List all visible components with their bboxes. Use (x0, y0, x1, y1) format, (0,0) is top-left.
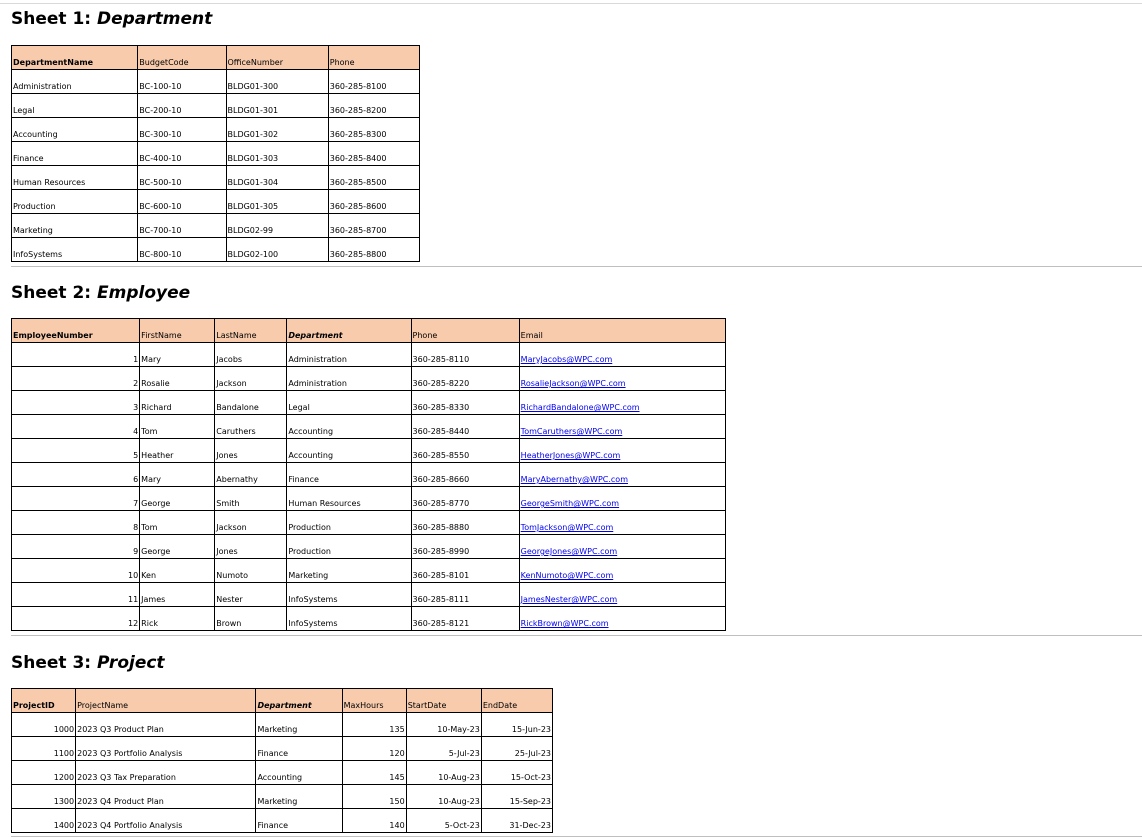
sheet-name: Employee (97, 283, 191, 303)
sheet-prefix: Sheet 3: (11, 653, 97, 673)
table-cell[interactable] (519, 391, 725, 415)
col-header[interactable]: LastName (215, 319, 287, 343)
table-cell[interactable]: Caruthers (215, 415, 287, 439)
email-link[interactable]: TomJackson@WPC.com (520, 523, 614, 532)
table-cell[interactable]: Marketing (256, 785, 342, 809)
table-row (12, 487, 726, 511)
sheet-title-project (11, 653, 165, 673)
table-row (12, 238, 420, 262)
table-row (12, 809, 553, 833)
sheet-prefix: Sheet 1: (11, 9, 97, 29)
sheet-name: Project (97, 653, 165, 673)
table-cell[interactable]: George (140, 535, 215, 559)
table-cell[interactable]: Marketing (287, 559, 411, 583)
col-header[interactable]: Email (519, 319, 725, 343)
table-cell[interactable]: Jones (215, 535, 287, 559)
table-cell[interactable]: 11 (12, 583, 140, 607)
table-cell[interactable]: Smith (215, 487, 287, 511)
table-cell[interactable]: BC-700-10 (138, 214, 226, 238)
table-cell[interactable]: 360-285-8550 (411, 439, 519, 463)
table-cell[interactable] (519, 583, 725, 607)
table-row (12, 583, 726, 607)
table-row (12, 737, 553, 761)
email-link[interactable]: RickBrown@WPC.com (520, 619, 609, 628)
table-cell[interactable]: Administration (287, 343, 411, 367)
table-cell[interactable]: 10-May-23 (406, 713, 481, 737)
table-cell[interactable]: Accounting (287, 439, 411, 463)
top-border (0, 3, 1142, 4)
email-link[interactable]: RosalieJackson@WPC.com (520, 379, 626, 388)
table-cell[interactable]: 360-285-8200 (328, 94, 419, 118)
table-cell[interactable]: 2023 Q4 Portfolio Analysis (76, 809, 256, 833)
table-cell[interactable]: 360-285-8110 (411, 343, 519, 367)
table-cell[interactable]: Finance (12, 142, 138, 166)
table-cell[interactable]: Human Resources (12, 166, 138, 190)
table-cell[interactable]: Administration (287, 367, 411, 391)
table-cell[interactable]: 1400 (12, 809, 76, 833)
col-header[interactable]: Phone (328, 46, 419, 70)
table-cell[interactable]: Administration (12, 70, 138, 94)
table-cell[interactable]: 10 (12, 559, 140, 583)
header-row (12, 46, 420, 70)
table-cell[interactable]: BC-200-10 (138, 94, 226, 118)
table-cell[interactable]: Tom (140, 415, 215, 439)
table-cell[interactable]: BC-600-10 (138, 190, 226, 214)
table-cell[interactable]: InfoSystems (287, 583, 411, 607)
table-cell[interactable]: Accounting (256, 761, 342, 785)
table-cell[interactable]: 1200 (12, 761, 76, 785)
table-cell[interactable]: BLDG01-303 (226, 142, 328, 166)
table-row (12, 166, 420, 190)
col-header[interactable]: Department (287, 319, 411, 343)
table-cell[interactable]: 6 (12, 463, 140, 487)
table-cell[interactable]: 5-Oct-23 (406, 809, 481, 833)
employee-table (11, 318, 726, 631)
table-cell[interactable]: Mary (140, 343, 215, 367)
table-row (12, 70, 420, 94)
table-cell[interactable]: 1 (12, 343, 140, 367)
table-cell[interactable]: BC-400-10 (138, 142, 226, 166)
table-row (12, 535, 726, 559)
table-cell[interactable]: BLDG01-300 (226, 70, 328, 94)
sheet-title-department (11, 9, 212, 29)
table-cell[interactable]: 360-285-8300 (328, 118, 419, 142)
col-header[interactable]: ProjectName (76, 689, 256, 713)
table-cell[interactable]: 360-285-8800 (328, 238, 419, 262)
table-cell[interactable] (519, 487, 725, 511)
email-link[interactable]: KenNumoto@WPC.com (520, 571, 614, 580)
table-cell[interactable]: 120 (342, 737, 406, 761)
table-cell[interactable]: 2023 Q3 Portfolio Analysis (76, 737, 256, 761)
table-cell[interactable]: BC-800-10 (138, 238, 226, 262)
header-row (12, 319, 726, 343)
table-cell[interactable]: 10-Aug-23 (406, 761, 481, 785)
table-cell[interactable]: Ken (140, 559, 215, 583)
table-cell[interactable]: Rick (140, 607, 215, 631)
table-cell[interactable]: BLDG02-99 (226, 214, 328, 238)
col-header[interactable]: ProjectID (12, 689, 76, 713)
table-cell[interactable]: Legal (12, 94, 138, 118)
table-cell[interactable]: Finance (287, 463, 411, 487)
col-header[interactable]: EndDate (481, 689, 552, 713)
table-cell[interactable]: Bandalone (215, 391, 287, 415)
col-header[interactable]: Phone (411, 319, 519, 343)
table-cell[interactable] (519, 415, 725, 439)
table-cell[interactable]: 15-Sep-23 (481, 785, 552, 809)
table-cell[interactable]: 7 (12, 487, 140, 511)
table-row (12, 607, 726, 631)
table-cell[interactable]: 360-285-8500 (328, 166, 419, 190)
table-cell[interactable]: BC-500-10 (138, 166, 226, 190)
table-cell[interactable]: 360-285-8400 (328, 142, 419, 166)
table-cell[interactable]: 31-Dec-23 (481, 809, 552, 833)
table-row (12, 559, 726, 583)
email-link[interactable]: GeorgeSmith@WPC.com (520, 499, 620, 508)
table-cell[interactable]: Marketing (256, 713, 342, 737)
sheet-divider (11, 635, 1142, 636)
table-cell[interactable]: 5-Jul-23 (406, 737, 481, 761)
table-cell[interactable]: 10-Aug-23 (406, 785, 481, 809)
table-row (12, 391, 726, 415)
table-row (12, 118, 420, 142)
email-link[interactable]: GeorgeJones@WPC.com (520, 547, 618, 556)
table-cell[interactable]: Heather (140, 439, 215, 463)
table-cell[interactable]: InfoSystems (287, 607, 411, 631)
table-cell[interactable]: 15-Oct-23 (481, 761, 552, 785)
col-header[interactable]: MaxHours (342, 689, 406, 713)
table-cell[interactable]: 2023 Q4 Product Plan (76, 785, 256, 809)
sheet-name: Department (97, 9, 213, 29)
sheet-divider (11, 836, 1142, 837)
table-cell[interactable]: 140 (342, 809, 406, 833)
table-cell[interactable]: James (140, 583, 215, 607)
table-row (12, 713, 553, 737)
table-cell[interactable]: 2 (12, 367, 140, 391)
table-cell[interactable]: 360-285-8100 (328, 70, 419, 94)
table-cell[interactable]: 360-285-8111 (411, 583, 519, 607)
col-header[interactable]: DepartmentName (12, 46, 138, 70)
table-row (12, 761, 553, 785)
email-link[interactable]: MaryJacobs@WPC.com (520, 355, 613, 364)
table-cell[interactable]: 360-285-8330 (411, 391, 519, 415)
table-cell[interactable]: Production (287, 535, 411, 559)
table-row (12, 190, 420, 214)
table-cell[interactable]: Jacobs (215, 343, 287, 367)
table-cell[interactable]: 150 (342, 785, 406, 809)
table-cell[interactable]: 25-Jul-23 (481, 737, 552, 761)
email-link[interactable]: JamesNester@WPC.com (520, 595, 618, 604)
table-row (12, 511, 726, 535)
table-cell[interactable]: 360-285-8700 (328, 214, 419, 238)
table-cell[interactable]: 360-285-8990 (411, 535, 519, 559)
table-cell[interactable]: Production (12, 190, 138, 214)
table-cell[interactable]: Jackson (215, 367, 287, 391)
table-cell[interactable]: 9 (12, 535, 140, 559)
table-row (12, 214, 420, 238)
email-link[interactable]: RichardBandalone@WPC.com (520, 403, 640, 412)
sheet-title-employee (11, 283, 190, 303)
table-cell[interactable]: 360-285-8600 (328, 190, 419, 214)
table-cell[interactable] (519, 463, 725, 487)
table-cell[interactable]: 2023 Q3 Tax Preparation (76, 761, 256, 785)
table-cell[interactable]: 2023 Q3 Product Plan (76, 713, 256, 737)
table-cell[interactable]: BLDG02-100 (226, 238, 328, 262)
table-cell[interactable]: Jackson (215, 511, 287, 535)
sheet-prefix: Sheet 2: (11, 283, 97, 303)
table-cell[interactable]: 5 (12, 439, 140, 463)
table-cell[interactable]: 1100 (12, 737, 76, 761)
table-row (12, 367, 726, 391)
table-cell[interactable]: 145 (342, 761, 406, 785)
table-cell[interactable] (519, 559, 725, 583)
table-row (12, 142, 420, 166)
col-header[interactable]: Department (256, 689, 342, 713)
table-row (12, 439, 726, 463)
email-link[interactable]: TomCaruthers@WPC.com (520, 427, 623, 436)
table-cell[interactable]: 15-Jun-23 (481, 713, 552, 737)
email-link[interactable]: MaryAbernathy@WPC.com (520, 475, 628, 484)
table-cell[interactable] (519, 511, 725, 535)
table-cell[interactable]: 360-285-8660 (411, 463, 519, 487)
table-cell[interactable]: BLDG01-304 (226, 166, 328, 190)
table-cell[interactable]: Rosalie (140, 367, 215, 391)
table-cell[interactable]: 135 (342, 713, 406, 737)
table-row (12, 343, 726, 367)
table-cell[interactable]: 360-285-8101 (411, 559, 519, 583)
table-cell[interactable]: 360-285-8770 (411, 487, 519, 511)
col-header[interactable]: StartDate (406, 689, 481, 713)
table-cell[interactable] (519, 343, 725, 367)
table-cell[interactable]: InfoSystems (12, 238, 138, 262)
project-table (11, 688, 553, 833)
table-cell[interactable]: Mary (140, 463, 215, 487)
table-cell[interactable]: Brown (215, 607, 287, 631)
department-table (11, 45, 420, 262)
table-cell[interactable]: BC-100-10 (138, 70, 226, 94)
col-header[interactable]: EmployeeNumber (12, 319, 140, 343)
table-cell[interactable]: George (140, 487, 215, 511)
table-cell[interactable]: Finance (256, 737, 342, 761)
table-cell[interactable]: Richard (140, 391, 215, 415)
table-cell[interactable]: Numoto (215, 559, 287, 583)
col-header[interactable]: BudgetCode (138, 46, 226, 70)
table-cell[interactable]: Accounting (12, 118, 138, 142)
table-cell[interactable] (519, 535, 725, 559)
table-cell[interactable]: Tom (140, 511, 215, 535)
table-row (12, 94, 420, 118)
email-link[interactable]: HeatherJones@WPC.com (520, 451, 621, 460)
table-cell[interactable] (519, 607, 725, 631)
table-cell[interactable] (519, 367, 725, 391)
table-cell[interactable]: 4 (12, 415, 140, 439)
table-cell[interactable]: BLDG01-305 (226, 190, 328, 214)
table-cell[interactable]: Legal (287, 391, 411, 415)
table-cell[interactable]: 360-285-8440 (411, 415, 519, 439)
col-header[interactable]: FirstName (140, 319, 215, 343)
table-cell[interactable]: BC-300-10 (138, 118, 226, 142)
col-header[interactable]: OfficeNumber (226, 46, 328, 70)
table-cell[interactable]: Marketing (12, 214, 138, 238)
sheet-divider (11, 266, 1142, 267)
table-cell[interactable]: 12 (12, 607, 140, 631)
table-cell[interactable]: Abernathy (215, 463, 287, 487)
table-cell[interactable]: BLDG01-301 (226, 94, 328, 118)
table-cell[interactable]: 360-285-8121 (411, 607, 519, 631)
header-row (12, 689, 553, 713)
table-cell[interactable]: 8 (12, 511, 140, 535)
table-cell[interactable]: Finance (256, 809, 342, 833)
table-cell[interactable]: 1300 (12, 785, 76, 809)
table-row (12, 463, 726, 487)
table-cell[interactable]: 1000 (12, 713, 76, 737)
table-cell[interactable]: BLDG01-302 (226, 118, 328, 142)
table-cell[interactable]: Production (287, 511, 411, 535)
table-cell[interactable]: Nester (215, 583, 287, 607)
table-cell[interactable]: 360-285-8880 (411, 511, 519, 535)
table-cell[interactable] (519, 439, 725, 463)
table-row (12, 785, 553, 809)
table-cell[interactable]: Human Resources (287, 487, 411, 511)
table-row (12, 415, 726, 439)
table-cell[interactable]: 3 (12, 391, 140, 415)
table-cell[interactable]: 360-285-8220 (411, 367, 519, 391)
table-cell[interactable]: Jones (215, 439, 287, 463)
table-cell[interactable]: Accounting (287, 415, 411, 439)
